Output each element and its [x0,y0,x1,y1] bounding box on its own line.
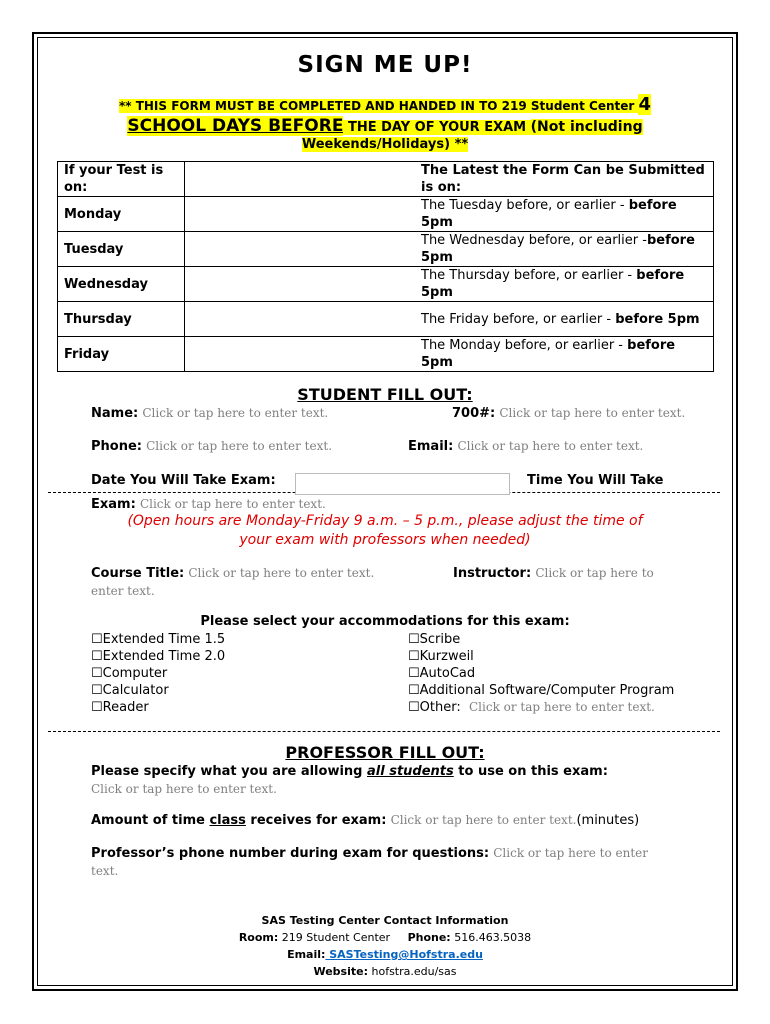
exam-date-input[interactable] [295,473,510,495]
table-spacer [185,197,422,232]
notice-line-2 [0,116,770,136]
time-class: class [209,813,246,828]
name-label: Name: [91,406,139,421]
allow-pre: Please specify what you are allowing [91,764,367,779]
email-input[interactable]: Click or tap here to enter text. [457,439,644,453]
time-input[interactable]: Click or tap here to enter text. [390,813,577,827]
deadline-cell [421,337,714,372]
deadline-text: The Thursday before, or earlier - [421,268,637,283]
checkbox-computer[interactable]: ☐Computer [91,666,168,681]
day-cell: Thursday [58,302,185,337]
time-label: Time You Will Take [524,473,666,488]
course-label: Course Title: [91,566,185,581]
course-input[interactable]: Click or tap here to enter text. [188,566,375,580]
deadline-time: before 5pm [615,311,700,327]
room-value: 219 Student Center [278,931,391,944]
other-row [408,699,674,716]
hours-note-line-2: your exam with professors when needed) [239,532,531,548]
deadline-text: The Tuesday before, or earlier - [421,198,629,213]
accommodations-left [91,631,225,716]
accommodations-right [408,631,674,716]
prof-phone-label: Professor’s phone number during exam for questions: [91,846,490,861]
phone-input[interactable]: Click or tap here to enter text. [146,439,333,453]
email-link[interactable]: SASTesting@Hofstra.edu [325,948,483,961]
header-test-day: If your Test is on: [58,162,185,197]
contact-block [0,912,770,980]
website-value: hofstra.edu/sas [368,965,457,978]
minutes-label: (minutes) [576,813,640,828]
contact-phone-label: Phone: [407,931,451,944]
contact-website [0,963,770,980]
table-spacer [185,267,422,302]
deadline-text: The Monday before, or earlier - [421,338,628,353]
id-input[interactable]: Click or tap here to enter text. [499,406,686,420]
allow-input[interactable]: Click or tap here to enter text. [91,782,277,796]
allow-emphasis: all students [367,764,454,779]
table-spacer [185,337,422,372]
name-row [91,406,328,421]
exam-time-input[interactable]: Click or tap here to enter text. [139,497,326,511]
prof-phone-row [91,846,648,861]
day-cell: Wednesday [58,267,185,302]
contact-room-phone [0,929,770,946]
table-header-row [58,162,714,197]
table-row [58,302,714,337]
checkbox-extended-time-2-0[interactable]: ☐Extended Time 2.0 [91,649,226,664]
notice-days: 4 [638,94,652,115]
notice-line-3 [0,137,770,152]
contact-email [0,946,770,963]
deadline-cell [421,197,714,232]
day-cell: Friday [58,337,185,372]
instructor-row [453,566,654,581]
website-label: Website: [313,965,368,978]
deadline-text: The Friday before, or earlier - [421,311,616,327]
hours-note-line-1: (Open hours are Monday-Friday 9 a.m. – 5 p.m., please adjust the time of [127,513,643,529]
course-row [91,566,374,581]
table-row [58,267,714,302]
email-row [408,439,643,454]
table-spacer [185,232,422,267]
deadline-cell [421,302,714,337]
checkbox-extended-time-1-5[interactable]: ☐Extended Time 1.5 [91,632,226,647]
checkbox-additional-software[interactable]: ☐Additional Software/Computer Program [408,683,675,698]
id-label: 700#: [452,406,496,421]
email-label: Email: [408,439,454,454]
checkbox-other[interactable]: ☐Other: [408,700,461,715]
checkbox-kurzweil[interactable]: ☐Kurzweil [408,649,474,664]
prof-phone-input-continued[interactable]: text. [91,864,119,878]
dashed-divider [48,731,720,732]
deadline-time: before 5pm [421,233,695,265]
table-spacer [185,162,422,197]
prof-phone-input[interactable]: Click or tap here to enter [493,846,648,860]
deadline-cell [421,267,714,302]
table-spacer [185,302,422,337]
deadline-cell [421,232,714,267]
professor-heading: PROFESSOR FILL OUT: [285,743,485,762]
notice-part3: (Not including [530,119,643,135]
notice-line-1 [0,94,770,115]
notice-part4: Weekends/Holidays) ** [301,137,469,152]
day-cell: Tuesday [58,232,185,267]
checkbox-reader[interactable]: ☐Reader [91,700,149,715]
other-input[interactable]: Click or tap here to enter text. [468,700,655,714]
id-row [452,406,685,421]
time-pre: Amount of time [91,813,210,828]
deadline-time: before 5pm [421,338,676,370]
table-row [58,197,714,232]
phone-label: Phone: [91,439,142,454]
allow-label [91,764,608,779]
name-input[interactable]: Click or tap here to enter text. [142,406,329,420]
deadline-table [57,161,714,372]
notice-part2: THE DAY OF YOUR EXAM [343,120,531,135]
instructor-input-continued[interactable]: enter text. [91,584,155,598]
form-title: SIGN ME UP! [297,52,473,78]
instructor-label: Instructor: [453,566,532,581]
contact-phone-value: 516.463.5038 [450,931,532,944]
notice-part1: ** THIS FORM MUST BE COMPLETED AND HANDED IN TO 219 Student Center [118,99,639,113]
deadline-text: The Wednesday before, or earlier - [421,233,647,248]
checkbox-scribe[interactable]: ☐Scribe [408,632,461,647]
instructor-input[interactable]: Click or tap here to [535,566,654,580]
accommodations-heading: Please select your accommodations for this exam: [200,614,570,629]
date-label: Date You Will Take Exam: [91,473,276,488]
exam-time-row [91,497,326,512]
phone-row [91,439,332,454]
allow-post: to use on this exam: [453,764,608,779]
time-post: receives for exam: [245,813,387,828]
header-deadline: The Latest the Form Can be Submitted is on: [421,162,714,197]
notice-school-days: SCHOOL DAYS BEFORE [127,116,344,136]
room-label: Room: [238,931,279,944]
table-row [58,337,714,372]
student-heading: STUDENT FILL OUT: [297,385,473,404]
deadline-time: before 5pm [421,268,685,300]
checkbox-autocad[interactable]: ☐AutoCad [408,666,476,681]
checkbox-calculator[interactable]: ☐Calculator [91,683,169,698]
deadline-time: before 5pm [421,198,677,230]
time-row [91,813,639,828]
table-row [58,232,714,267]
day-cell: Monday [58,197,185,232]
contact-heading: SAS Testing Center Contact Information [261,914,509,927]
contact-email-label: Email: [287,948,326,961]
exam-label: Exam: [91,497,136,512]
